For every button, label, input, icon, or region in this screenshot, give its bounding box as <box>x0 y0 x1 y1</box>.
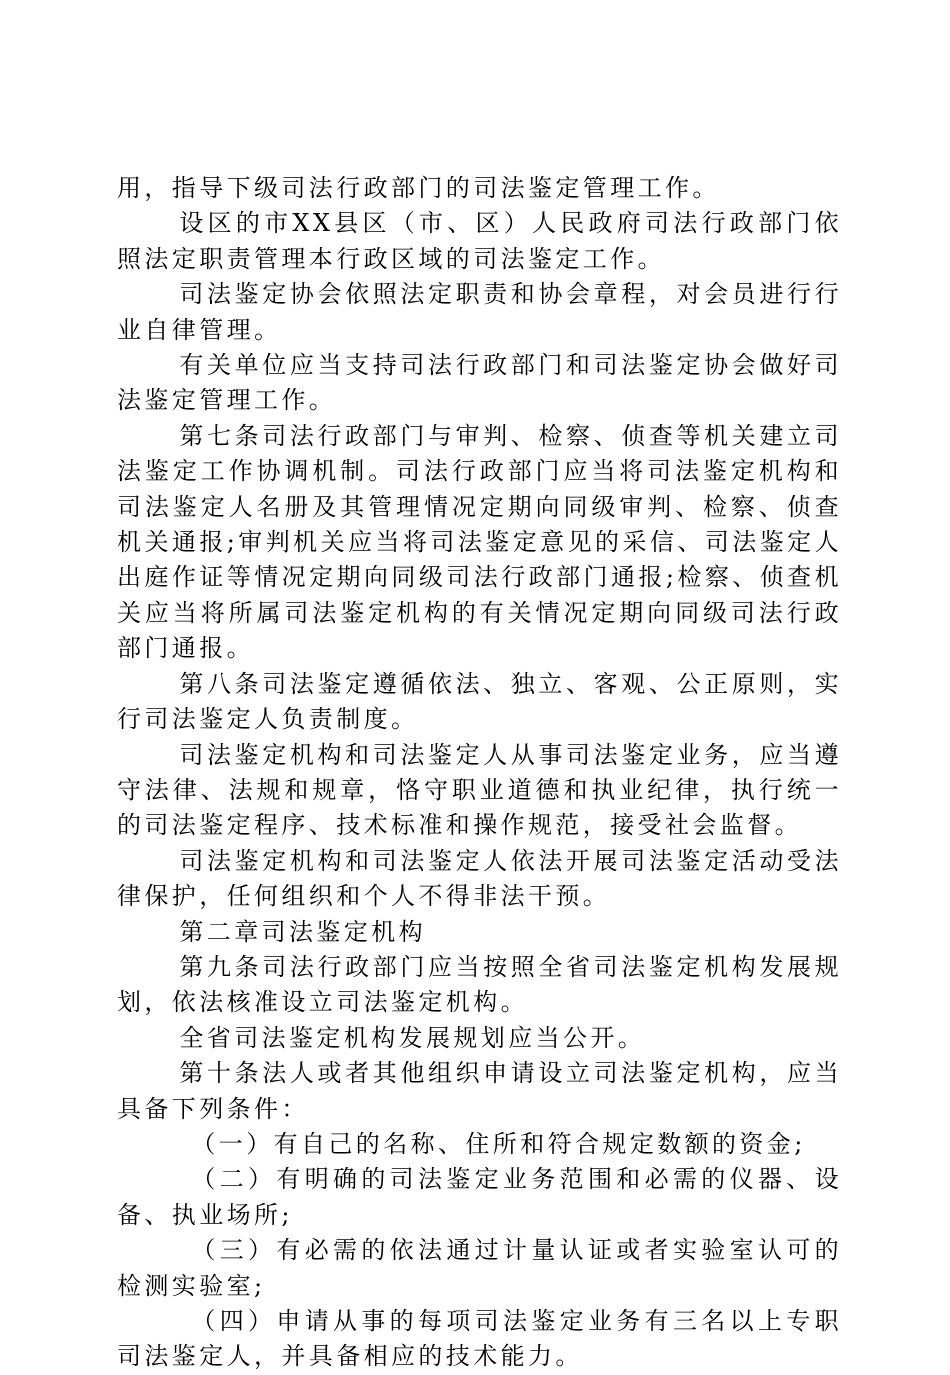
paragraph: 司法鉴定机构和司法鉴定人依法开展司法鉴定活动受法律保护，任何组织和个人不得非法干预。 <box>117 846 842 911</box>
article-10-paragraph: 第十条法人或者其他组织申请设立司法鉴定机构，应当具备下列条件： <box>117 1059 842 1123</box>
article-9-paragraph: 第九条司法行政部门应当按照全省司法鉴定机构发展规划，依法核准设立司法鉴定机构。 <box>117 952 842 1017</box>
article-7-paragraph: 第七条司法行政部门与审判、检察、侦查等机关建立司法鉴定工作协调机制。司法行政部门应当将司法鉴定机构和司法鉴定人名册及其管理情况定期向同级审判、检察、侦查机关通报;审判机关应当将司法鉴定意见的采信、司法鉴定人出庭作证等情况定期向同级司法行政部门通报;检察、侦查机关应当将所属司法鉴定机构的有关情况定期向同级司法行政部门通报。 <box>117 421 842 663</box>
list-item: （四）申请从事的每项司法鉴定业务有三名以上专职司法鉴定人，并具备相应的技术能力。 <box>117 1307 842 1371</box>
chapter-heading: 第二章司法鉴定机构 <box>179 917 426 946</box>
document-body <box>117 171 842 1375</box>
paragraph: 全省司法鉴定机构发展规划应当公开。 <box>179 1023 646 1052</box>
paragraph: 设区的市XX县区（市、区）人民政府司法行政部门依照法定职责管理本行政区域的司法鉴定工作。 <box>117 209 842 273</box>
article-8-paragraph: 第八条司法鉴定遵循依法、独立、客观、公正原则，实行司法鉴定人负责制度。 <box>117 669 842 734</box>
paragraph: 司法鉴定协会依照法定职责和协会章程，对会员进行行业自律管理。 <box>117 280 842 344</box>
paragraph-continuation: 用，指导下级司法行政部门的司法鉴定管理工作。 <box>117 174 720 202</box>
list-item: （一）有自己的名称、住所和符合规定数额的资金; <box>191 1129 806 1158</box>
paragraph: 有关单位应当支持司法行政部门和司法鉴定协会做好司法鉴定管理工作。 <box>117 351 842 415</box>
list-item: （二）有明确的司法鉴定业务范围和必需的仪器、设备、执业场所; <box>117 1165 842 1229</box>
paragraph: 司法鉴定机构和司法鉴定人从事司法鉴定业务，应当遵守法律、法规和规章，恪守职业道德和执业纪律，执行统一的司法鉴定程序、技术标准和操作规范，接受社会监督。 <box>117 740 842 840</box>
list-item: （三）有必需的依法通过计量认证或者实验室认可的检测实验室; <box>117 1236 842 1300</box>
